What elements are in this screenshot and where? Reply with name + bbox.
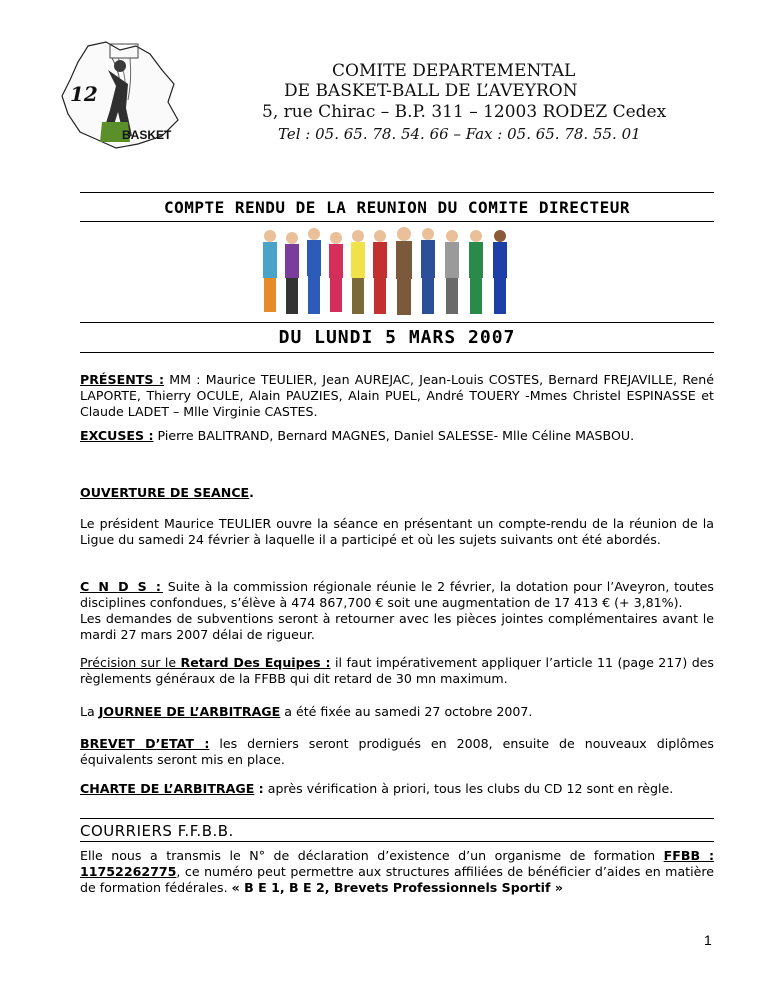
journee-label: JOURNEE DE L’ARBITRAGE [98, 704, 281, 719]
ouverture-paragraph: Le président Maurice TEULIER ouvre la séance en présentant un compte-rendu de la réunion de la Ligue du samedi 24 février à laquelle il a participé et où les sujets suivants ont été abordés. [80, 516, 714, 547]
journee-paragraph: La JOURNEE DE L’ARBITRAGE a été fixée au samedi 27 octobre 2007. [80, 704, 533, 719]
retard-paragraph: Précision sur le Retard Des Equipes : il faut impérativement appliquer l’article 11 (page 217) des règlements généraux de la FFBB qui dit retard de 30 mn maximum. [80, 655, 714, 686]
cnds-text-1: Suite à la commission régionale réunie le 2 février, la dotation pour l’Aveyron, toutes disciplines confondues, s’élève à 474 867,700 € soit une augmentation de 17 413 € (+ 3,81%). [80, 579, 714, 610]
ouverture-label: OUVERTURE DE SEANCE [80, 485, 250, 500]
excuses-text: Pierre BALITRAND, Bernard MAGNES, Daniel SALESSE- Mlle Céline MASBOU. [153, 428, 635, 443]
charte-paragraph: CHARTE DE L’ARBITRAGE : après vérification à priori, tous les clubs du CD 12 sont en règle. [80, 781, 674, 796]
presents-label: PRÉSENTS : [80, 372, 165, 387]
brevet-paragraph: BREVET D’ETAT : les derniers seront prodigués en 2008, ensuite de nouveaux diplômes équivalents seront mis en place. [80, 736, 714, 767]
page-number: 1 [704, 932, 712, 948]
charte-label: CHARTE DE L’ARBITRAGE [80, 781, 255, 796]
cnds-paragraph [80, 579, 714, 643]
cnds-text-2: Les demandes de subventions seront à retourner avec les pièces jointes complémentaires avant le mardi 27 mars 2007 délai de rigueur. [80, 611, 714, 642]
presents-paragraph [80, 372, 714, 420]
courriers-paragraph: Elle nous a transmis le N° de déclaration d’existence d’un organisme de formation FFBB : 11752262775, ce numéro peut permettre aux structures affiliées de bénéficier d’aides en matière de formation fédérales. « B E 1, B E 2, Brevets Professionnels Sportif » [80, 848, 714, 895]
logo-number: 12 [70, 82, 98, 106]
date-rule-bottom [80, 352, 714, 353]
people-illustration [258, 226, 518, 320]
presents-text: MM : Maurice TEULIER, Jean AUREJAC, Jean-Louis COSTES, Bernard FREJAVILLE, René LAPORTE, Thierry OCULE, Alain PAUZIES, Alain PUEL, André TOUERY -Mmes Christel ESPINASSE et Claude LADET – Mlle Virginie CASTES. [80, 372, 714, 419]
ouverture-heading: OUVERTURE DE SEANCE. [80, 485, 254, 500]
courriers-heading: COURRIERS F.F.B.B. [80, 822, 234, 840]
retard-label: Retard Des Equipes : [180, 655, 331, 670]
header-line-2: DE BASKET-BALL DE L’AVEYRON [284, 81, 578, 101]
cnds-label: C N D S : [80, 579, 163, 594]
logo-text: BASKET [122, 128, 172, 142]
page-title: COMPTE RENDU DE LA REUNION DU COMITE DIRECTEUR [163, 198, 631, 217]
header-line-4: Tel : 05. 65. 78. 54. 66 – Fax : 05. 65. 78. 55. 01 [278, 125, 641, 143]
date-banner: DU LUNDI 5 MARS 2007 [278, 327, 516, 348]
ffbb-label: FFBB : [663, 848, 714, 863]
header-line-3: 5, rue Chirac – B.P. 311 – 12003 RODEZ Cedex [262, 102, 667, 122]
title-rule-top [80, 192, 714, 193]
excuses-paragraph [80, 428, 714, 444]
brevets-list: « B E 1, B E 2, Brevets Professionnels Sportif » [231, 880, 563, 895]
courriers-rule-bottom [80, 841, 714, 842]
brevet-label: BREVET D’ETAT : [80, 736, 210, 751]
title-rule-bottom [80, 221, 714, 222]
excuses-label: EXCUSES : [80, 428, 154, 443]
courriers-rule-top [80, 818, 714, 819]
header-line-1: COMITE DEPARTEMENTAL [332, 61, 576, 81]
formation-number: 11752262775 [80, 864, 177, 879]
date-rule-top [80, 322, 714, 323]
